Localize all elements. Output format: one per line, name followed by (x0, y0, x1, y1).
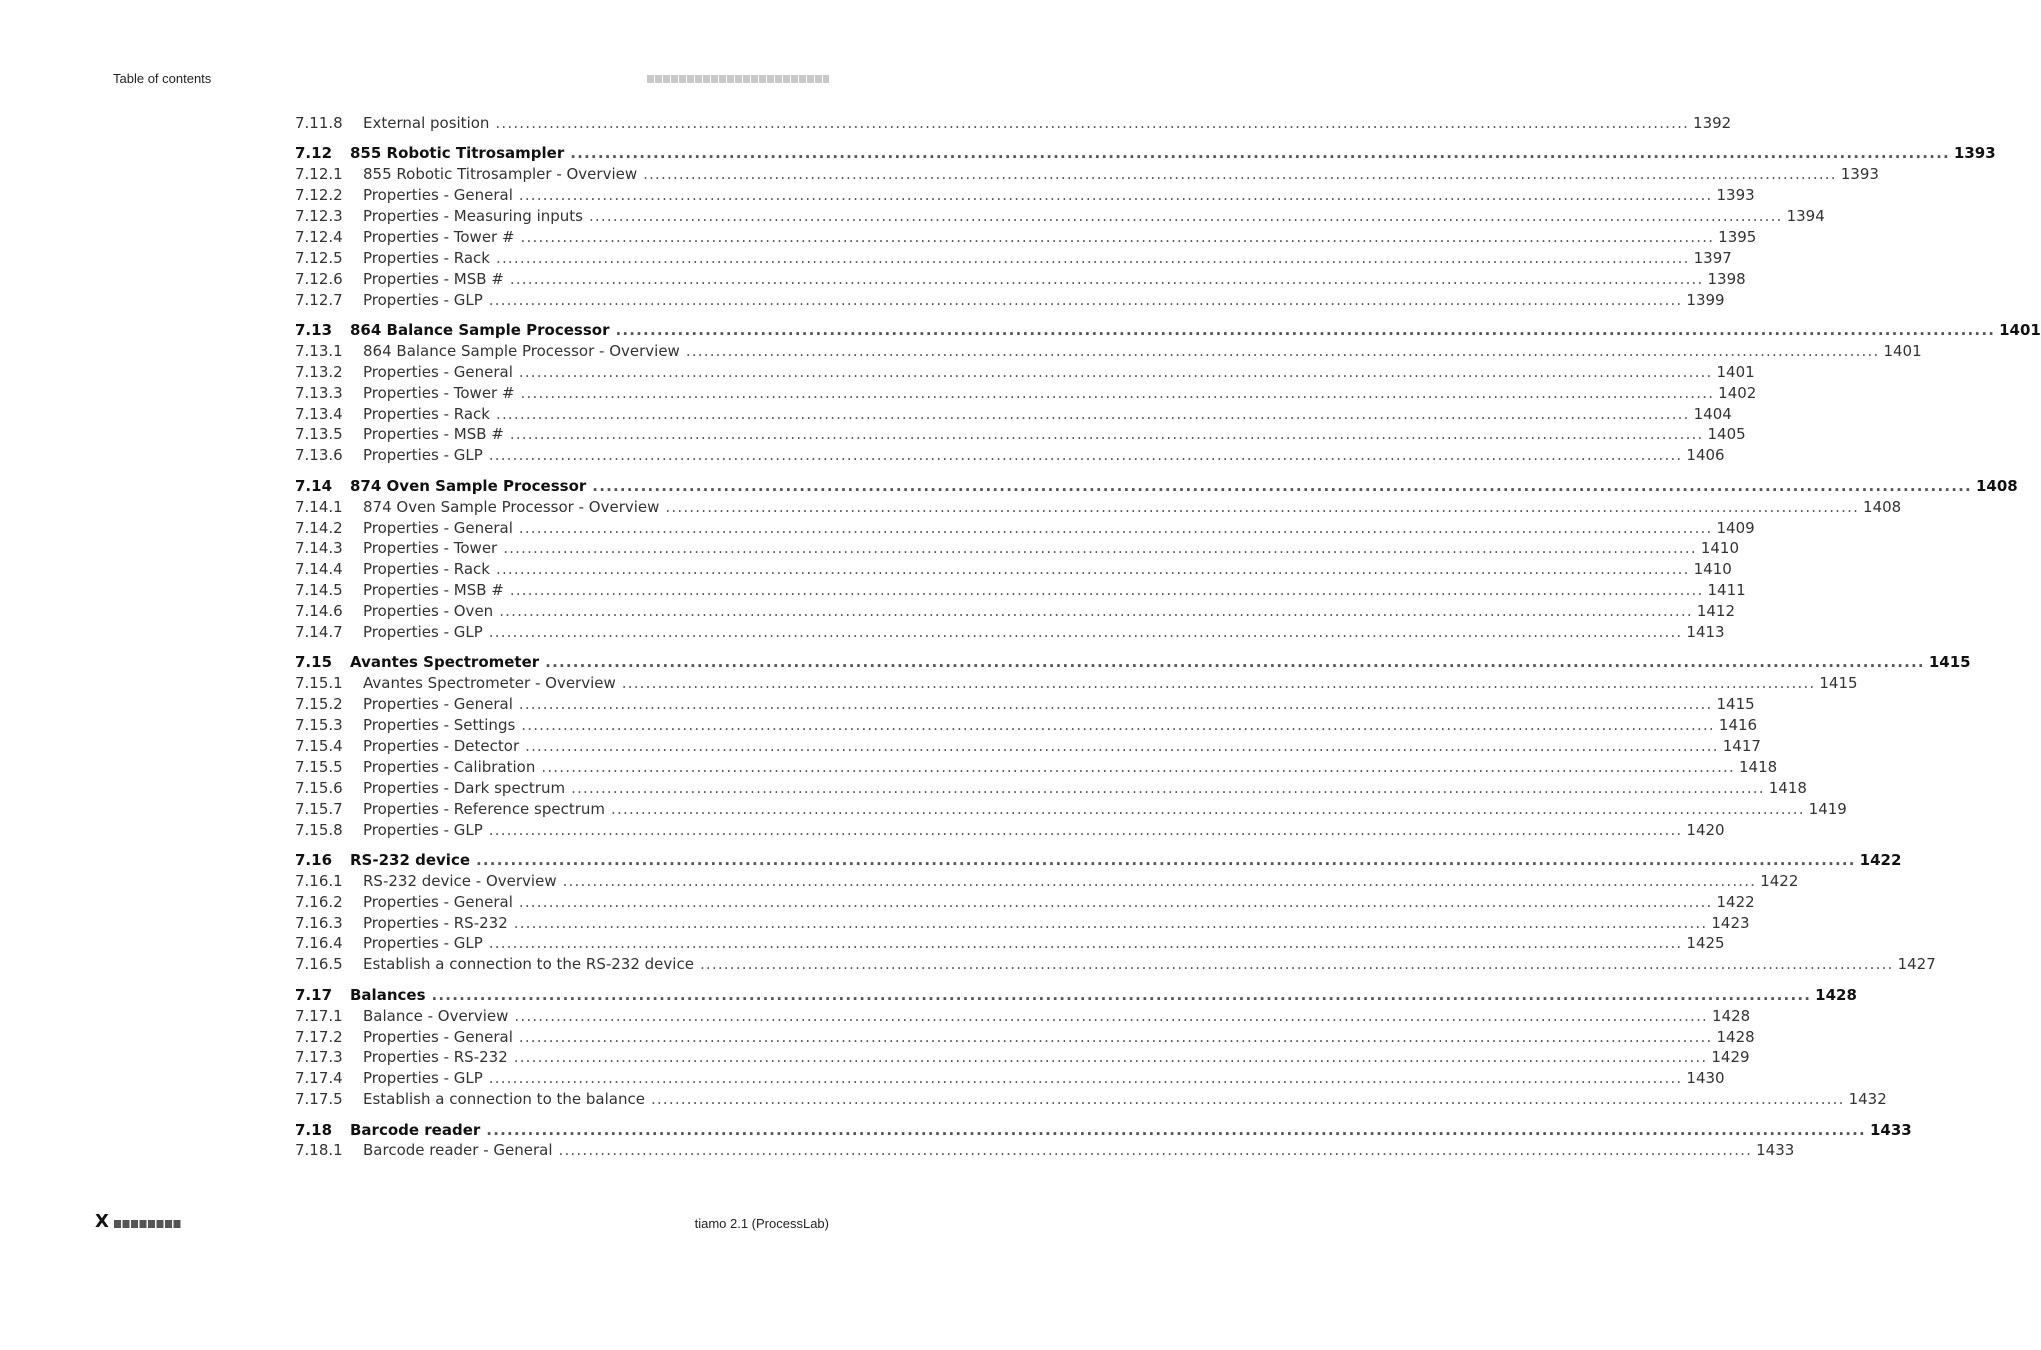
toc-dot-leader: ........................................................................................................................................................................................................ (518, 892, 1713, 911)
toc-entry-number: 7.14.3 (295, 539, 343, 558)
toc-entry-title: Balance - Overview (363, 1006, 509, 1025)
toc-dot-leader: ........................................................................................................................................................................................................ (643, 165, 1837, 184)
toc-entry-title: 874 Oven Sample Processor - Overview (363, 497, 660, 516)
toc-entry-page: 1401 (1999, 321, 2041, 340)
toc-dot-leader: ........................................................................................................................................................................................................ (562, 871, 1757, 890)
toc-entry-page: 1432 (1848, 1090, 1887, 1109)
toc-entry-page: 1415 (1928, 653, 1971, 672)
toc-subsection-entry[interactable] (295, 1089, 1887, 1110)
toc-section-entry[interactable] (295, 476, 2018, 497)
header-decorative-bar (647, 75, 829, 83)
toc-entry-number: 7.15.8 (295, 820, 343, 839)
toc-dot-leader: ........................................................................................................................................................................................................ (509, 581, 1704, 600)
toc-entry-page: 1393 (1840, 165, 1879, 184)
toc-subsection-entry[interactable] (295, 341, 1922, 362)
toc-subsection-entry[interactable] (295, 757, 1778, 778)
toc-dot-leader: ........................................................................................................................................................................................................ (495, 560, 1690, 579)
toc-entry-page: 1422 (1859, 850, 1902, 869)
table-of-contents (295, 113, 2041, 1161)
toc-entry-page: 1410 (1700, 539, 1740, 558)
toc-dot-leader: ........................................................................................................................................................................................................ (545, 653, 1925, 672)
toc-entry-number: 7.14.4 (295, 560, 343, 579)
toc-dot-leader: ........................................................................................................................................................................................................ (518, 362, 1713, 381)
toc-subsection-entry[interactable] (295, 445, 1725, 466)
toc-entry-page: 1427 (1897, 955, 1936, 974)
toc-entry-title: 855 Robotic Titrosampler - Overview (363, 165, 638, 184)
toc-entry-page: 1428 (1716, 1027, 1755, 1046)
toc-entry-page: 1401 (1716, 362, 1755, 381)
toc-subsection-entry[interactable] (295, 559, 1732, 580)
toc-entry-number: 7.12.5 (295, 248, 343, 267)
toc-dot-leader: ........................................................................................................................................................................................................ (514, 1006, 1709, 1025)
toc-entry-title: Properties - General (363, 518, 513, 537)
toc-subsection-entry[interactable] (295, 799, 1847, 820)
header-title: Table of contents (113, 71, 212, 86)
toc-dot-leader: ........................................................................................................................................................................................................ (495, 248, 1690, 267)
toc-dot-leader: ........................................................................................................................................................................................................ (520, 227, 1715, 246)
toc-entry-page: 1394 (1786, 207, 1825, 226)
toc-entry-page: 1398 (1707, 269, 1746, 288)
toc-dot-leader: ........................................................................................................................................................................................................ (503, 539, 1697, 558)
toc-entry-number: 7.12.2 (295, 186, 343, 205)
toc-subsection-entry[interactable] (295, 1027, 1755, 1048)
toc-entry-title: Properties - Detector (363, 736, 520, 755)
toc-entry-title: Properties - RS-232 (363, 913, 508, 932)
toc-subsection-entry[interactable] (295, 185, 1755, 206)
toc-entry-number: 7.16.1 (295, 871, 343, 890)
toc-entry-page: 1418 (1768, 778, 1807, 797)
toc-entry-title: Properties - Rack (363, 560, 490, 579)
toc-entry-number: 7.13 (295, 321, 333, 340)
toc-entry-page: 1397 (1693, 248, 1732, 267)
toc-entry-title: Properties - Measuring inputs (363, 207, 583, 226)
toc-subsection-entry[interactable] (295, 1047, 1750, 1068)
toc-entry-number: 7.12.3 (295, 207, 343, 226)
toc-section-entry[interactable] (295, 143, 1996, 164)
toc-entry-title: Properties - GLP (363, 1069, 483, 1088)
toc-subsection-entry[interactable] (295, 715, 1758, 736)
toc-entry-title: RS-232 device (350, 850, 471, 869)
toc-entry-title: RS-232 device - Overview (363, 871, 557, 890)
toc-entry-title: Properties - Calibration (363, 757, 536, 776)
toc-section-entry[interactable] (295, 985, 1857, 1006)
toc-entry-page: 1430 (1686, 1069, 1725, 1088)
toc-entry-number: 7.18 (295, 1120, 333, 1139)
toc-subsection-entry[interactable] (295, 622, 1725, 643)
toc-entry-title: 855 Robotic Titrosampler (350, 144, 565, 163)
toc-dot-leader: ........................................................................................................................................................................................................ (488, 934, 1683, 953)
toc-entry-title: Properties - Reference spectrum (363, 799, 606, 818)
toc-dot-leader: ........................................................................................................................................................................................................ (541, 757, 1735, 776)
toc-entry-title: Properties - GLP (363, 820, 483, 839)
toc-entry-page: 1415 (1716, 695, 1755, 714)
toc-subsection-entry[interactable] (295, 778, 1807, 799)
toc-entry-page: 1411 (1707, 581, 1746, 600)
toc-entry-page: 1401 (1883, 341, 1922, 360)
toc-subsection-entry[interactable] (295, 362, 1755, 383)
toc-entry-title: Balances (350, 985, 426, 1004)
footer-page-marker: X (95, 1211, 109, 1232)
toc-entry-number: 7.15.6 (295, 778, 343, 797)
toc-subsection-entry[interactable] (295, 248, 1732, 269)
toc-dot-leader: ........................................................................................................................................................................................................ (509, 425, 1704, 444)
toc-entry-title: Properties - Rack (363, 404, 490, 423)
toc-subsection-entry[interactable] (295, 1068, 1725, 1089)
toc-entry-number: 7.15.1 (295, 674, 343, 693)
toc-entry-number: 7.12.1 (295, 165, 343, 184)
toc-dot-leader: ........................................................................................................................................................................................................ (488, 622, 1683, 641)
toc-dot-leader: ........................................................................................................................................................................................................ (488, 290, 1683, 309)
toc-section-entry[interactable] (295, 1120, 1912, 1141)
toc-subsection-entry[interactable] (295, 404, 1732, 425)
toc-entry-page: 1420 (1686, 820, 1725, 839)
toc-dot-leader: ........................................................................................................................................................................................................ (476, 850, 1856, 869)
toc-subsection-entry[interactable] (295, 694, 1755, 715)
toc-entry-number: 7.14.5 (295, 581, 343, 600)
toc-entry-title: Properties - Tower # (363, 383, 515, 402)
toc-entry-page: 1399 (1686, 290, 1725, 309)
toc-entry-number: 7.16.4 (295, 934, 343, 953)
toc-dot-leader: ........................................................................................................................................................................................................ (518, 695, 1713, 714)
toc-entry-title: Barcode reader - General (363, 1141, 553, 1160)
toc-subsection-entry[interactable] (295, 269, 1746, 290)
toc-dot-leader: ........................................................................................................................................................................................................ (558, 1141, 1753, 1160)
toc-entry-title: Barcode reader (350, 1120, 481, 1139)
toc-entry-page: 1423 (1711, 913, 1750, 932)
toc-entry-page: 1393 (1716, 186, 1755, 205)
toc-subsection-entry[interactable] (295, 736, 1761, 757)
toc-entry-page: 1410 (1693, 560, 1732, 579)
toc-entry-title: Establish a connection to the balance (363, 1090, 645, 1109)
toc-entry-number: 7.14 (295, 476, 333, 495)
toc-subsection-entry[interactable] (295, 383, 1757, 404)
toc-entry-number: 7.15 (295, 653, 333, 672)
toc-entry-page: 1412 (1696, 602, 1735, 621)
toc-entry-title: Properties - Settings (363, 716, 516, 735)
toc-subsection-entry[interactable] (295, 164, 1879, 185)
toc-entry-page: 1428 (1815, 985, 1857, 1004)
toc-entry-page: 1418 (1739, 757, 1778, 776)
toc-entry-title: Properties - General (363, 695, 513, 714)
toc-dot-leader: ........................................................................................................................................................................................................ (495, 114, 1690, 132)
toc-entry-page: 1395 (1718, 227, 1757, 246)
toc-entry-number: 7.14.7 (295, 622, 343, 641)
toc-entry-number: 7.17.5 (295, 1090, 343, 1109)
toc-dot-leader: ........................................................................................................................................................................................................ (611, 799, 1805, 818)
toc-dot-leader: ........................................................................................................................................................................................................ (571, 778, 1765, 797)
toc-dot-leader: ........................................................................................................................................................................................................ (615, 321, 1996, 340)
toc-dot-leader: ........................................................................................................................................................................................................ (699, 955, 1894, 974)
toc-entry-page: 1433 (1756, 1141, 1795, 1160)
toc-entry-page: 1393 (1953, 144, 1996, 163)
toc-subsection-entry[interactable] (295, 206, 1825, 227)
toc-entry-page: 1405 (1707, 425, 1746, 444)
toc-entry-number: 7.16.2 (295, 892, 343, 911)
toc-subsection-entry[interactable] (295, 673, 1858, 694)
toc-entry-number: 7.14.2 (295, 518, 343, 537)
toc-dot-leader: ........................................................................................................................................................................................................ (621, 674, 1816, 693)
toc-subsection-entry[interactable] (295, 871, 1799, 892)
toc-entry-title: Establish a connection to the RS-232 device (363, 955, 694, 974)
toc-entry-title: 864 Balance Sample Processor (350, 321, 610, 340)
toc-subsection-entry[interactable] (295, 497, 1902, 518)
toc-entry-number: 7.15.2 (295, 695, 343, 714)
toc-entry-title: Properties - General (363, 186, 513, 205)
toc-subsection-entry[interactable] (295, 113, 1732, 134)
toc-entry-title: Properties - Oven (363, 602, 494, 621)
toc-dot-leader: ........................................................................................................................................................................................................ (521, 716, 1715, 735)
toc-entry-page: 1392 (1693, 114, 1732, 132)
toc-entry-page: 1429 (1711, 1048, 1750, 1067)
toc-entry-number: 7.17.2 (295, 1027, 343, 1046)
toc-subsection-entry[interactable] (295, 538, 1740, 559)
toc-entry-page: 1422 (1716, 892, 1755, 911)
toc-dot-leader: ........................................................................................................................................................................................................ (592, 476, 1972, 495)
toc-entry-number: 7.11.8 (295, 114, 343, 132)
toc-dot-leader: ........................................................................................................................................................................................................ (518, 1027, 1713, 1046)
toc-entry-page: 1416 (1718, 716, 1758, 735)
toc-subsection-entry[interactable] (295, 290, 1725, 311)
toc-entry-number: 7.15.7 (295, 799, 343, 818)
toc-entry-title: Properties - Rack (363, 248, 490, 267)
toc-entry-title: Properties - GLP (363, 446, 483, 465)
toc-entry-title: 874 Oven Sample Processor (350, 476, 587, 495)
toc-entry-number: 7.17.4 (295, 1069, 343, 1088)
toc-entry-title: Properties - GLP (363, 290, 483, 309)
toc-dot-leader: ........................................................................................................................................................................................................ (488, 446, 1683, 465)
toc-dot-leader: ........................................................................................................................................................................................................ (518, 186, 1713, 205)
toc-dot-leader: ........................................................................................................................................................................................................ (499, 602, 1693, 621)
toc-entry-number: 7.13.2 (295, 362, 343, 381)
toc-entry-title: Properties - General (363, 362, 513, 381)
toc-entry-title: Properties - RS-232 (363, 1048, 508, 1067)
toc-entry-title: Properties - General (363, 892, 513, 911)
toc-dot-leader: ........................................................................................................................................................................................................ (488, 1069, 1683, 1088)
toc-entry-title: 864 Balance Sample Processor - Overview (363, 341, 680, 360)
toc-entry-number: 7.14.6 (295, 602, 343, 621)
toc-dot-leader: ........................................................................................................................................................................................................ (518, 518, 1713, 537)
toc-subsection-entry[interactable] (295, 1140, 1795, 1161)
toc-entry-page: 1417 (1722, 736, 1761, 755)
toc-entry-title: Properties - General (363, 1027, 513, 1046)
toc-entry-page: 1433 (1869, 1120, 1912, 1139)
toc-dot-leader: ........................................................................................................................................................................................................ (650, 1090, 1845, 1109)
toc-subsection-entry[interactable] (295, 913, 1750, 934)
toc-entry-title: Properties - MSB # (363, 581, 504, 600)
toc-entry-number: 7.16 (295, 850, 333, 869)
toc-dot-leader: ........................................................................................................................................................................................................ (570, 144, 1950, 163)
toc-dot-leader: ........................................................................................................................................................................................................ (509, 269, 1704, 288)
toc-subsection-entry[interactable] (295, 227, 1757, 248)
toc-entry-number: 7.15.5 (295, 757, 343, 776)
toc-entry-number: 7.18.1 (295, 1141, 343, 1160)
toc-entry-page: 1415 (1819, 674, 1858, 693)
toc-entry-number: 7.16.5 (295, 955, 343, 974)
toc-subsection-entry[interactable] (295, 954, 1936, 975)
toc-entry-title: External position (363, 114, 490, 132)
toc-entry-title: Properties - MSB # (363, 425, 504, 444)
toc-subsection-entry[interactable] (295, 601, 1735, 622)
toc-entry-title: Properties - Tower (363, 539, 498, 558)
toc-dot-leader: ........................................................................................................................................................................................................ (495, 404, 1690, 423)
toc-entry-page: 1408 (1863, 497, 1902, 516)
toc-dot-leader: ........................................................................................................................................................................................................ (431, 985, 1812, 1004)
toc-entry-number: 7.15.4 (295, 736, 343, 755)
toc-entry-title: Properties - Dark spectrum (363, 778, 566, 797)
toc-entry-number: 7.13.5 (295, 425, 343, 444)
toc-entry-page: 1402 (1718, 383, 1757, 402)
toc-entry-title: Avantes Spectrometer (350, 653, 540, 672)
toc-entry-page: 1422 (1760, 871, 1799, 890)
toc-entry-number: 7.13.6 (295, 446, 343, 465)
toc-entry-number: 7.17 (295, 985, 333, 1004)
toc-entry-page: 1425 (1686, 934, 1725, 953)
toc-dot-leader: ........................................................................................................................................................................................................ (513, 913, 1708, 932)
toc-entry-number: 7.12.4 (295, 227, 343, 246)
toc-subsection-entry[interactable] (295, 424, 1746, 445)
toc-subsection-entry[interactable] (295, 892, 1755, 913)
toc-section-entry[interactable] (295, 320, 2041, 341)
toc-dot-leader: ........................................................................................................................................................................................................ (665, 497, 1860, 516)
toc-entry-page: 1409 (1716, 518, 1755, 537)
toc-dot-leader: ........................................................................................................................................................................................................ (486, 1120, 1866, 1139)
toc-dot-leader: ........................................................................................................................................................................................................ (588, 207, 1783, 226)
toc-entry-number: 7.12 (295, 144, 333, 163)
toc-entry-page: 1413 (1686, 622, 1725, 641)
toc-entry-number: 7.13.1 (295, 341, 343, 360)
toc-entry-number: 7.17.1 (295, 1006, 343, 1025)
toc-entry-title: Properties - MSB # (363, 269, 504, 288)
toc-entry-title: Properties - GLP (363, 622, 483, 641)
toc-dot-leader: ........................................................................................................................................................................................................ (525, 736, 1719, 755)
toc-subsection-entry[interactable] (295, 933, 1725, 954)
toc-entry-number: 7.12.7 (295, 290, 343, 309)
toc-entry-number: 7.13.4 (295, 404, 343, 423)
toc-entry-title: Properties - Tower # (363, 227, 515, 246)
toc-entry-title: Properties - GLP (363, 934, 483, 953)
toc-dot-leader: ........................................................................................................................................................................................................ (685, 341, 1880, 360)
toc-subsection-entry[interactable] (295, 518, 1755, 539)
footer-product-name: tiamo 2.1 (ProcessLab) (694, 1216, 829, 1231)
toc-entry-number: 7.14.1 (295, 497, 343, 516)
toc-entry-page: 1408 (1975, 476, 2018, 495)
toc-entry-page: 1406 (1686, 446, 1725, 465)
toc-subsection-entry[interactable] (295, 820, 1725, 841)
toc-section-entry[interactable] (295, 850, 1902, 871)
toc-dot-leader: ........................................................................................................................................................................................................ (520, 383, 1715, 402)
toc-entry-page: 1428 (1712, 1006, 1751, 1025)
footer-decorative-bar (114, 1220, 182, 1228)
toc-entry-title: Avantes Spectrometer - Overview (363, 674, 616, 693)
toc-dot-leader: ........................................................................................................................................................................................................ (513, 1048, 1708, 1067)
toc-section-entry[interactable] (295, 652, 1971, 673)
toc-subsection-entry[interactable] (295, 1006, 1751, 1027)
toc-entry-number: 7.16.3 (295, 913, 343, 932)
toc-entry-number: 7.17.3 (295, 1048, 343, 1067)
toc-entry-number: 7.12.6 (295, 269, 343, 288)
toc-entry-number: 7.13.3 (295, 383, 343, 402)
toc-subsection-entry[interactable] (295, 580, 1746, 601)
toc-dot-leader: ........................................................................................................................................................................................................ (488, 820, 1683, 839)
toc-entry-page: 1419 (1808, 799, 1847, 818)
toc-entry-page: 1404 (1693, 404, 1732, 423)
toc-entry-number: 7.15.3 (295, 716, 343, 735)
